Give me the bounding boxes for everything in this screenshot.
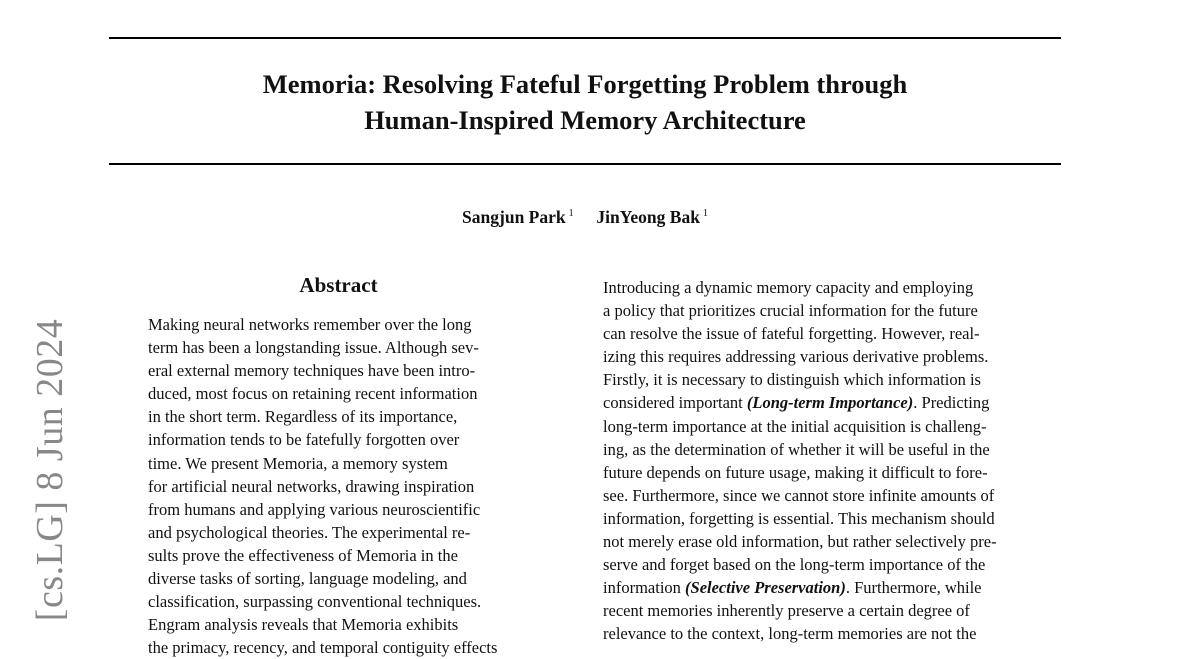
- body-line: ing, as the determination of whether it will be useful in the: [603, 439, 990, 459]
- abstract-line: in the short term. Regardless of its importance,: [148, 407, 458, 427]
- abstract-line: term has been a longstanding issue. Although sev-: [148, 338, 479, 358]
- paper-title: [109, 66, 1061, 138]
- body-line: Firstly, it is necessary to distinguish which information is: [603, 370, 981, 390]
- author-list: [109, 207, 1061, 228]
- author-affiliation: 1: [568, 208, 574, 219]
- author-name: Sangjun Park: [462, 207, 566, 227]
- abstract-line: Engram analysis reveals that Memoria exhibits: [148, 615, 459, 635]
- body-line: recent memories inherently preserve a certain degree of: [603, 601, 970, 621]
- abstract-body: [148, 313, 529, 659]
- abstract-line: the primacy, recency, and temporal contiguity effects: [148, 638, 498, 658]
- abstract-line: for artificial neural networks, drawing inspiration: [148, 476, 475, 496]
- body-line: long-term importance at the initial acquisition is challeng-: [603, 416, 987, 436]
- body-line: not merely erase old information, but rather selectively pre-: [603, 532, 997, 552]
- paper-title-line-1: Memoria: Resolving Fateful Forgetting Problem through: [262, 69, 908, 99]
- body-line: future depends on future usage, making it difficult to fore-: [603, 462, 988, 482]
- body-line: a policy that prioritizes crucial information for the future: [603, 301, 978, 321]
- abstract-line: from humans and applying various neuroscientific: [148, 499, 481, 519]
- body-text: information: [603, 578, 686, 598]
- body-line: Introducing a dynamic memory capacity and employing: [603, 278, 974, 297]
- abstract-line: sults prove the effectiveness of Memoria in the: [148, 545, 458, 565]
- title-bottom-rule: [109, 163, 1061, 165]
- abstract-line: eral external memory techniques have been intro-: [148, 361, 476, 381]
- body-line: information, forgetting is essential. This mechanism should: [603, 508, 995, 528]
- abstract-line: Making neural networks remember over the long: [148, 315, 472, 334]
- body-line: [603, 391, 1061, 414]
- author-affiliation: 1: [702, 208, 708, 219]
- emphasis-long-term-importance: (Long-term Importance): [746, 393, 914, 413]
- body-line: see. Furthermore, since we cannot store infinite amounts of: [603, 485, 995, 505]
- emphasis-selective-preservation: (Selective Preservation): [685, 578, 846, 598]
- body-line: can resolve the issue of fateful forgetting. However, real-: [603, 324, 980, 344]
- abstract-line: diverse tasks of sorting, language modeling, and: [148, 569, 467, 589]
- author-name: JinYeong Bak: [596, 207, 700, 227]
- introduction-body: [603, 276, 1061, 646]
- body-line: serve and forget based on the long-term importance of the: [603, 555, 986, 575]
- abstract-line: and psychological theories. The experimental re-: [148, 522, 471, 542]
- body-line: relevance to the context, long-term memories are not the: [603, 624, 977, 644]
- title-top-rule: [109, 37, 1061, 39]
- body-text: . Furthermore, while: [845, 578, 982, 598]
- body-line: izing this requires addressing various derivative problems.: [603, 347, 989, 367]
- abstract-line: time. We present Memoria, a memory system: [148, 453, 448, 473]
- arxiv-identifier: [cs.LG] 8 Jun 2024: [29, 318, 71, 622]
- abstract-line: classification, surpassing conventional techniques.: [148, 592, 482, 612]
- abstract-line: duced, most focus on retaining recent information: [148, 384, 478, 404]
- abstract-line: information tends to be fatefully forgotten over: [148, 430, 460, 450]
- abstract-heading: Abstract: [299, 273, 378, 297]
- body-text: considered important: [603, 393, 747, 413]
- body-line: [603, 576, 1061, 599]
- paper-title-line-2: Human-Inspired Memory Architecture: [364, 105, 806, 135]
- body-text: . Predicting: [913, 393, 990, 413]
